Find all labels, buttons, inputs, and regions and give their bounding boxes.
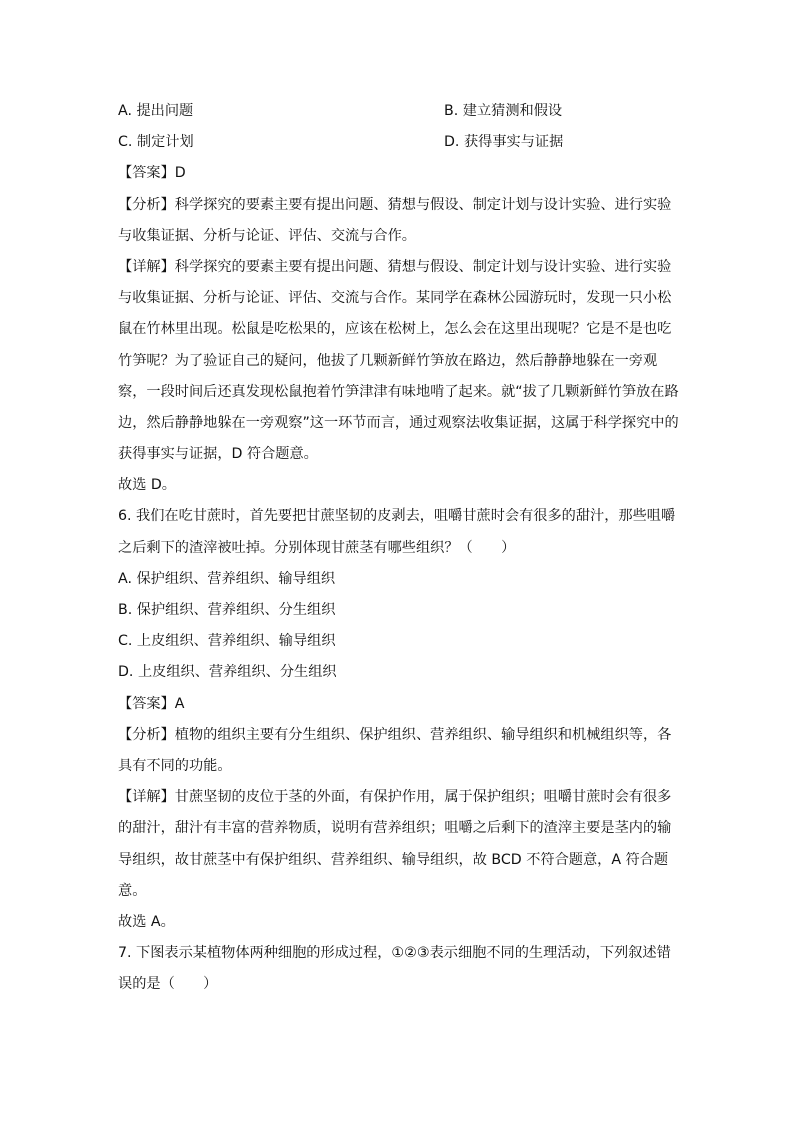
q6-option-b: B. 保护组织、营养组织、分生组织: [118, 602, 336, 618]
q5-analysis-line: 【分析】科学探究的要素主要有提出问题、猜想与假设、制定计划与设计实验、进行实验: [118, 196, 672, 213]
q6-analysis-line: 具有不同的功能。: [118, 757, 232, 774]
q6-stem-line: 6. 我们在吃甘蔗时，首先要把甘蔗坚韧的皮剥去，咀嚼甘蔗时会有很多的甜汁，那些咀嚼: [118, 508, 676, 525]
q5-option-d: D. 获得事实与证据: [444, 134, 564, 151]
q7-stem-line: 7. 下图表示某植物体两种细胞的形成过程，①②③表示细胞不同的生理活动，下列叙述错: [118, 945, 671, 962]
q5-detail-line: 竹笋呢？为了验证自己的疑问，他拔了几颗新鲜竹笋放在路边，然后静静地躲在一旁观: [118, 352, 658, 369]
q5-options-row-2: [118, 127, 678, 158]
q6-stem-line: 之后剩下的渣滓被吐掉。分别体现甘蔗茎有哪些组织？（ ）: [118, 539, 516, 556]
q5-analysis-line: 与收集证据、分析与论证、评估、交流与合作。: [118, 227, 416, 244]
q6-detail-line: 的甜汁，甜汁有丰富的营养物质，说明有营养组织；咀嚼之后剩下的渣滓主要是茎内的输: [118, 820, 672, 837]
q6-choose: 故选 A。: [118, 913, 175, 930]
q5-option-b: B. 建立猜测和假设: [444, 103, 563, 119]
q5-options-row-1: [118, 96, 678, 127]
q6-analysis-line: 【分析】植物的组织主要有分生组织、保护组织、营养组织、输导组织和机械组织等，各: [118, 726, 672, 743]
q6-option-c: C. 上皮组织、营养组织、输导组织: [118, 633, 336, 650]
q5-detail-line: 与收集证据、分析与论证、评估、交流与合作。某同学在森林公园游玩时，发现一只小松: [118, 290, 672, 307]
q6-detail-line: 导组织，故甘蔗茎中有保护组织、营养组织、输导组织，故 BCD 不符合题意，A 符合题: [118, 851, 669, 868]
q5-option-a: A. 提出问题: [118, 103, 194, 119]
q5-detail-line: 鼠在竹林里出现。松鼠是吃松果的，应该在松树上，怎么会在这里出现呢？它是不是也吃: [118, 321, 672, 338]
q5-detail-line: 【详解】科学探究的要素主要有提出问题、猜想与假设、制定计划与设计实验、进行实验: [118, 258, 672, 275]
q5-choose: 故选 D。: [118, 477, 176, 494]
q6-answer: 【答案】A: [118, 695, 185, 712]
q5-answer: 【答案】D: [118, 165, 186, 182]
q6-detail-line: 意。: [118, 882, 147, 899]
document-page: [118, 96, 678, 1000]
q6-option-a: A. 保护组织、营养组织、输导组织: [118, 570, 336, 587]
q7-stem-line: 误的是（ ）: [118, 976, 218, 993]
q5-detail-line: 获得事实与证据，D 符合题意。: [118, 446, 318, 463]
q6-detail-line: 【详解】甘蔗坚韧的皮位于茎的外面，有保护作用，属于保护组织；咀嚼甘蔗时会有很多: [118, 789, 672, 806]
q5-option-c: C. 制定计划: [118, 134, 194, 151]
q5-detail-line: 边，然后静静地躲在一旁观察”这一环节而言，通过观察法收集证据，这属于科学探究中的: [118, 414, 679, 431]
q6-option-d: D. 上皮组织、营养组织、分生组织: [118, 664, 337, 681]
q5-detail-line: 察，一段时间后还真发现松鼠抱着竹笋津津有味地啃了起来。就“拔了几颗新鲜竹笋放在路: [118, 383, 679, 400]
